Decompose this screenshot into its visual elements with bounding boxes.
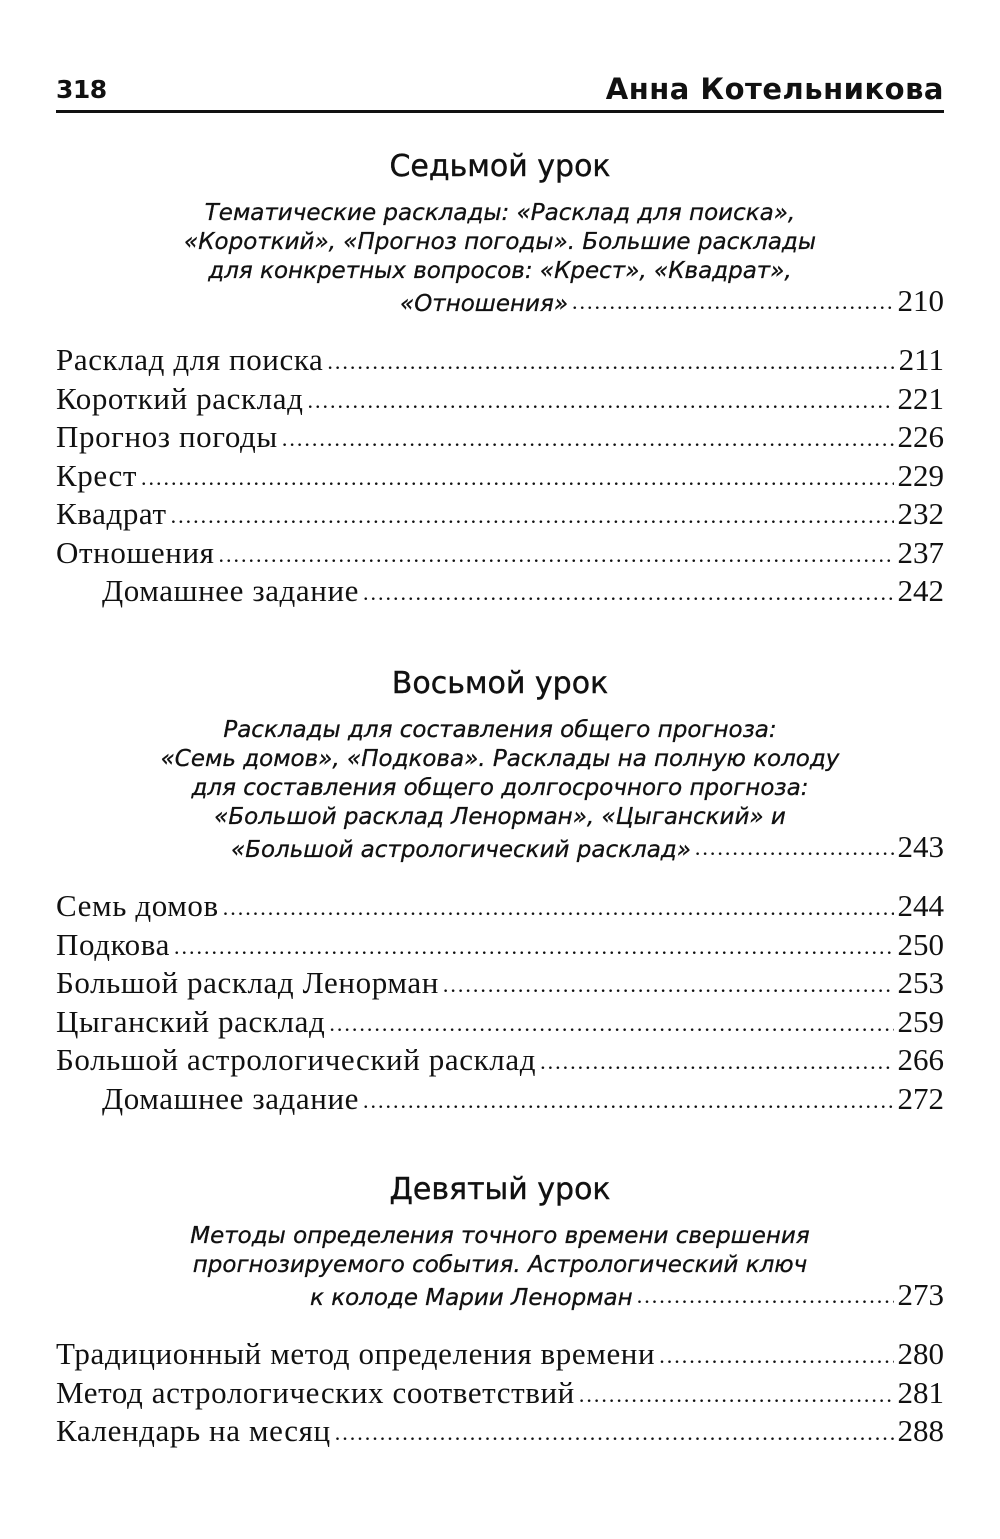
entry-title: Большой расклад Ленорман bbox=[56, 965, 439, 1000]
toc-entries bbox=[56, 342, 944, 612]
running-header bbox=[56, 70, 944, 113]
dot-leader bbox=[579, 1382, 894, 1408]
lesson-title: Восьмой урок bbox=[391, 666, 609, 701]
summary-last-text: «Большой астрологический расклад» bbox=[231, 837, 691, 863]
lesson-eight bbox=[56, 662, 944, 1119]
entry-page: 221 bbox=[897, 380, 944, 416]
summary-line: Методы определения точного времени свершения bbox=[190, 1223, 810, 1249]
summary-page[interactable]: 210 bbox=[897, 283, 944, 318]
toc-entry[interactable] bbox=[56, 342, 944, 381]
dot-leader bbox=[335, 1420, 894, 1446]
summary-last-text: к колоде Марии Ленорман bbox=[310, 1285, 633, 1311]
toc-entry[interactable] bbox=[56, 927, 944, 966]
entry-page: 266 bbox=[897, 1042, 944, 1077]
summary-last-text: «Отношения» bbox=[400, 291, 569, 317]
entry-page: 259 bbox=[897, 1003, 944, 1039]
entry-title: Домашнее задание bbox=[102, 573, 360, 608]
summary-last-line bbox=[56, 1277, 944, 1314]
toc-entry[interactable] bbox=[56, 965, 944, 1004]
toc-entry[interactable] bbox=[56, 1004, 944, 1043]
lesson-summary bbox=[56, 716, 944, 866]
author-name: Анна Котельникова bbox=[605, 72, 944, 106]
toc-entries bbox=[56, 888, 944, 1119]
entry-title: Метод астрологических соответствий bbox=[56, 1374, 575, 1410]
entry-title: Подкова bbox=[56, 926, 170, 962]
entry-page: 229 bbox=[897, 457, 944, 493]
dot-leader bbox=[171, 503, 894, 529]
summary-line: Тематические расклады: «Расклад для поиска», bbox=[204, 200, 796, 226]
entry-title: Короткий расклад bbox=[56, 380, 304, 416]
entry-page: 272 bbox=[897, 1080, 944, 1116]
lesson-summary bbox=[56, 199, 944, 320]
entry-title: Расклад для поиска bbox=[56, 342, 324, 377]
dot-leader bbox=[695, 833, 894, 862]
lesson-nine bbox=[56, 1168, 944, 1452]
entry-title: Календарь на месяц bbox=[56, 1413, 331, 1448]
entry-page: 253 bbox=[897, 965, 944, 1000]
entry-page: 211 bbox=[898, 342, 944, 377]
toc-entry[interactable] bbox=[56, 535, 944, 574]
dot-leader bbox=[363, 1088, 893, 1114]
dot-leader bbox=[572, 287, 893, 316]
entry-title: Большой астрологический расклад bbox=[56, 1042, 537, 1077]
toc-entry-homework[interactable] bbox=[56, 1081, 944, 1120]
summary-line: «Короткий», «Прогноз погоды». Большие расклады bbox=[184, 229, 816, 255]
toc-entry[interactable] bbox=[56, 458, 944, 497]
toc-entry[interactable] bbox=[56, 1413, 944, 1452]
dot-leader bbox=[637, 1281, 894, 1310]
lesson-summary bbox=[56, 1222, 944, 1314]
toc-entries bbox=[56, 1336, 944, 1452]
dot-leader bbox=[141, 465, 893, 491]
dot-leader bbox=[540, 1049, 893, 1075]
summary-line: «Семь домов», «Подкова». Расклады на полную колоду bbox=[160, 746, 840, 772]
summary-line: для составления общего долгосрочного прогноза: bbox=[191, 775, 809, 801]
summary-last-line bbox=[56, 829, 944, 866]
toc-entry[interactable] bbox=[56, 381, 944, 420]
dot-leader bbox=[223, 895, 894, 921]
entry-page: 232 bbox=[897, 496, 944, 531]
dot-leader bbox=[174, 934, 894, 960]
lesson-title: Девятый урок bbox=[389, 1172, 611, 1207]
entry-page: 280 bbox=[897, 1336, 944, 1371]
entry-title: Домашнее задание bbox=[102, 1080, 360, 1116]
dot-leader bbox=[327, 349, 894, 375]
dot-leader bbox=[659, 1343, 893, 1369]
summary-page[interactable]: 273 bbox=[897, 1277, 944, 1312]
entry-page: 244 bbox=[897, 888, 944, 923]
summary-page[interactable]: 243 bbox=[897, 829, 944, 864]
dot-leader bbox=[329, 1011, 893, 1037]
dot-leader bbox=[307, 388, 893, 414]
entry-page: 237 bbox=[897, 534, 944, 570]
dot-leader bbox=[363, 580, 893, 606]
entry-page: 288 bbox=[897, 1413, 944, 1448]
entry-title: Квадрат bbox=[56, 496, 167, 531]
entry-title: Традиционный метод определения времени bbox=[56, 1336, 656, 1371]
summary-line: «Большой расклад Ленорман», «Цыганский» и bbox=[214, 804, 786, 830]
summary-line: для конкретных вопросов: «Крест», «Квадрат», bbox=[208, 258, 792, 284]
summary-last-line bbox=[56, 283, 944, 320]
toc-entry-homework[interactable] bbox=[56, 573, 944, 612]
entry-title: Прогноз погоды bbox=[56, 419, 278, 454]
entry-page: 242 bbox=[897, 573, 944, 608]
toc-entry[interactable] bbox=[56, 496, 944, 535]
toc-entry[interactable] bbox=[56, 888, 944, 927]
toc-entry[interactable] bbox=[56, 1042, 944, 1081]
entry-title: Семь домов bbox=[56, 888, 219, 923]
lesson-title: Седьмой урок bbox=[389, 149, 611, 184]
entry-title: Отношения bbox=[56, 534, 215, 570]
entry-title: Крест bbox=[56, 457, 138, 493]
toc-entry[interactable] bbox=[56, 1375, 944, 1414]
entry-title: Цыганский расклад bbox=[56, 1003, 326, 1039]
page-number: 318 bbox=[56, 75, 107, 104]
toc-entry[interactable] bbox=[56, 419, 944, 458]
toc-entry[interactable] bbox=[56, 1336, 944, 1375]
lesson-seven bbox=[56, 145, 944, 612]
summary-line: прогнозируемого события. Астрологический ключ bbox=[192, 1252, 808, 1278]
summary-line: Расклады для составления общего прогноза: bbox=[223, 717, 777, 743]
entry-page: 281 bbox=[897, 1374, 944, 1410]
dot-leader bbox=[282, 426, 894, 452]
dot-leader bbox=[443, 972, 894, 998]
entry-page: 250 bbox=[897, 926, 944, 962]
entry-page: 226 bbox=[897, 419, 944, 454]
dot-leader bbox=[219, 542, 894, 568]
